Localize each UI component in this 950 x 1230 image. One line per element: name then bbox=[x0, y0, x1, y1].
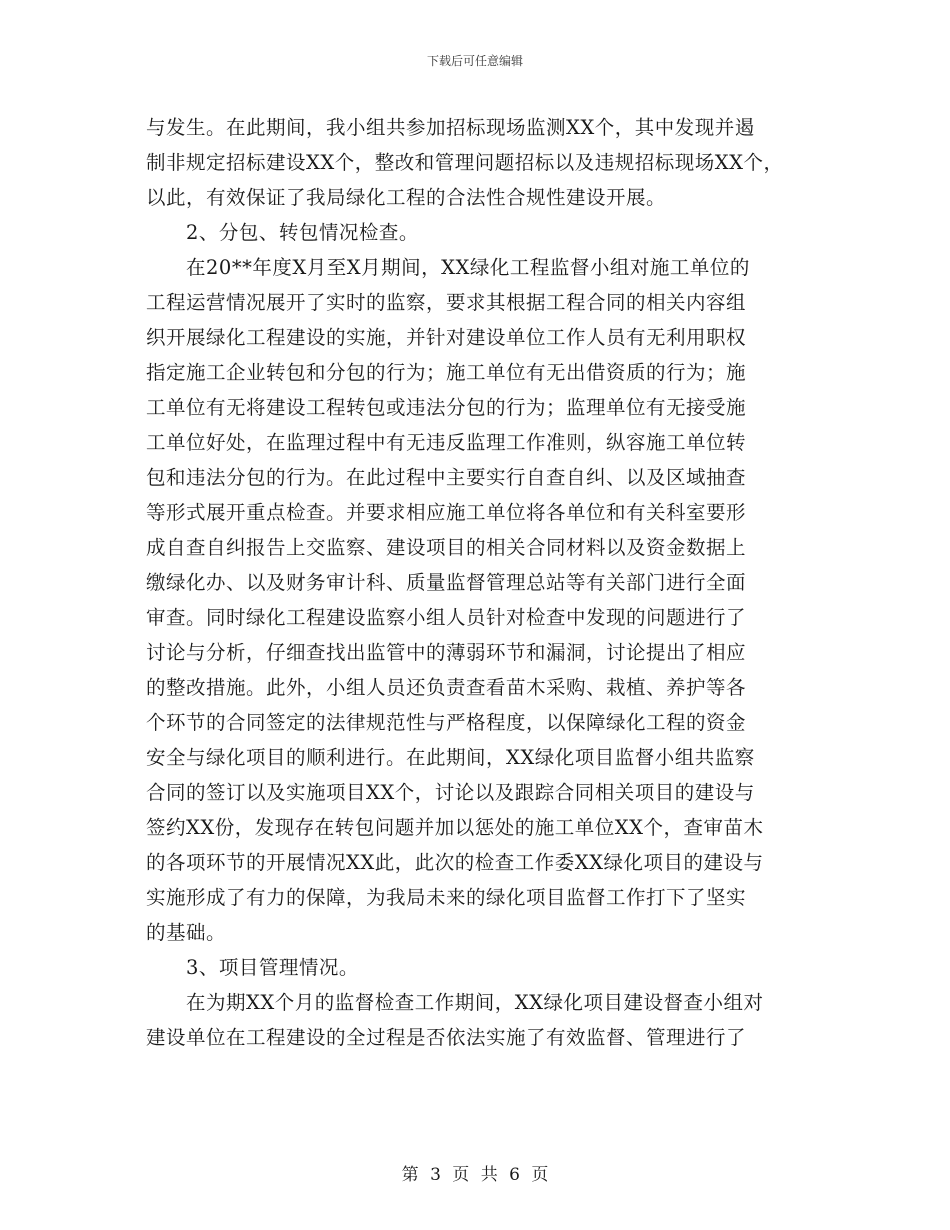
header-note: 下载后可任意编辑 bbox=[426, 54, 523, 68]
paragraph-line: 个环节的合同签定的法律规范性与严格程度，以保障绿化工程的资金 bbox=[146, 711, 747, 734]
page-number: 第 3 页 共 6 页 bbox=[401, 1165, 549, 1185]
paragraph-line: 签约XX份，发现存在转包问题并加以惩处的施工单位XX个，查审苗木 bbox=[146, 816, 764, 839]
body-text bbox=[146, 110, 826, 1055]
paragraph-line: 的整改措施。此外，小组人员还负责查看苗木采购、栽植、养护等各 bbox=[146, 676, 747, 699]
paragraph-line: 缴绿化办、以及财务审计科、质量监督管理总站等有关部门进行全面 bbox=[146, 571, 747, 594]
paragraph-line: 指定施工企业转包和分包的行为；施工单位有无出借资质的行为；施 bbox=[146, 361, 747, 384]
paragraph-line: 合同的签订以及实施项目XX个，讨论以及跟踪合同相关项目的建设与 bbox=[146, 781, 755, 804]
paragraph-line: 等形式展开重点检查。并要求相应施工单位将各单位和有关科室要形 bbox=[146, 501, 747, 524]
section-heading: 2、分包、转包情况检查。 bbox=[186, 221, 419, 244]
paragraph-line: 的基础。 bbox=[146, 921, 227, 944]
paragraph-line: 工程运营情况展开了实时的监察，要求其根据工程合同的相关内容组 bbox=[146, 291, 747, 314]
paragraph-line: 讨论与分析，仔细查找出监管中的薄弱环节和漏洞，讨论提出了相应 bbox=[146, 641, 747, 664]
paragraph-line: 工单位有无将建设工程转包或违法分包的行为；监理单位有无接受施 bbox=[146, 396, 747, 419]
paragraph-line: 包和违法分包的行为。在此过程中主要实行自查自纠、以及区域抽查 bbox=[146, 466, 747, 489]
paragraph-line: 制非规定招标建设XX个，整改和管理问题招标以及违规招标现场XX个， bbox=[146, 151, 784, 174]
paragraph-line: 织开展绿化工程建设的实施，并针对建设单位工作人员有无利用职权 bbox=[146, 326, 747, 349]
section-heading: 3、项目管理情况。 bbox=[186, 956, 359, 979]
paragraph-line: 安全与绿化项目的顺利进行。在此期间，XX绿化项目监督小组共监察 bbox=[146, 746, 755, 769]
paragraph-line: 工单位好处，在监理过程中有无违反监理工作准则，纵容施工单位转 bbox=[146, 431, 747, 454]
paragraph-line: 与发生。在此期间，我小组共参加招标现场监测XX个，其中发现并遏 bbox=[146, 116, 755, 139]
paragraph-line: 的各项环节的开展情况XX此，此次的检查工作委XX绿化项目的建设与 bbox=[146, 851, 764, 874]
paragraph-line: 在20**年度X月至X月期间，XX绿化工程监督小组对施工单位的 bbox=[186, 256, 750, 279]
paragraph-line: 实施形成了有力的保障，为我局未来的绿化项目监督工作打下了坚实 bbox=[146, 886, 747, 909]
paragraph-line: 在为期XX个月的监督检查工作期间，XX绿化项目建设督查小组对 bbox=[186, 991, 764, 1014]
paragraph-line: 审查。同时绿化工程建设监察小组人员针对检查中发现的问题进行了 bbox=[146, 606, 747, 629]
paragraph-line: 建设单位在工程建设的全过程是否依法实施了有效监督、管理进行了 bbox=[146, 1026, 747, 1049]
paragraph-line: 以此，有效保证了我局绿化工程的合法性合规性建设开展。 bbox=[146, 186, 667, 209]
paragraph-line: 成自查自纠报告上交监察、建设项目的相关合同材料以及资金数据上 bbox=[146, 536, 747, 559]
